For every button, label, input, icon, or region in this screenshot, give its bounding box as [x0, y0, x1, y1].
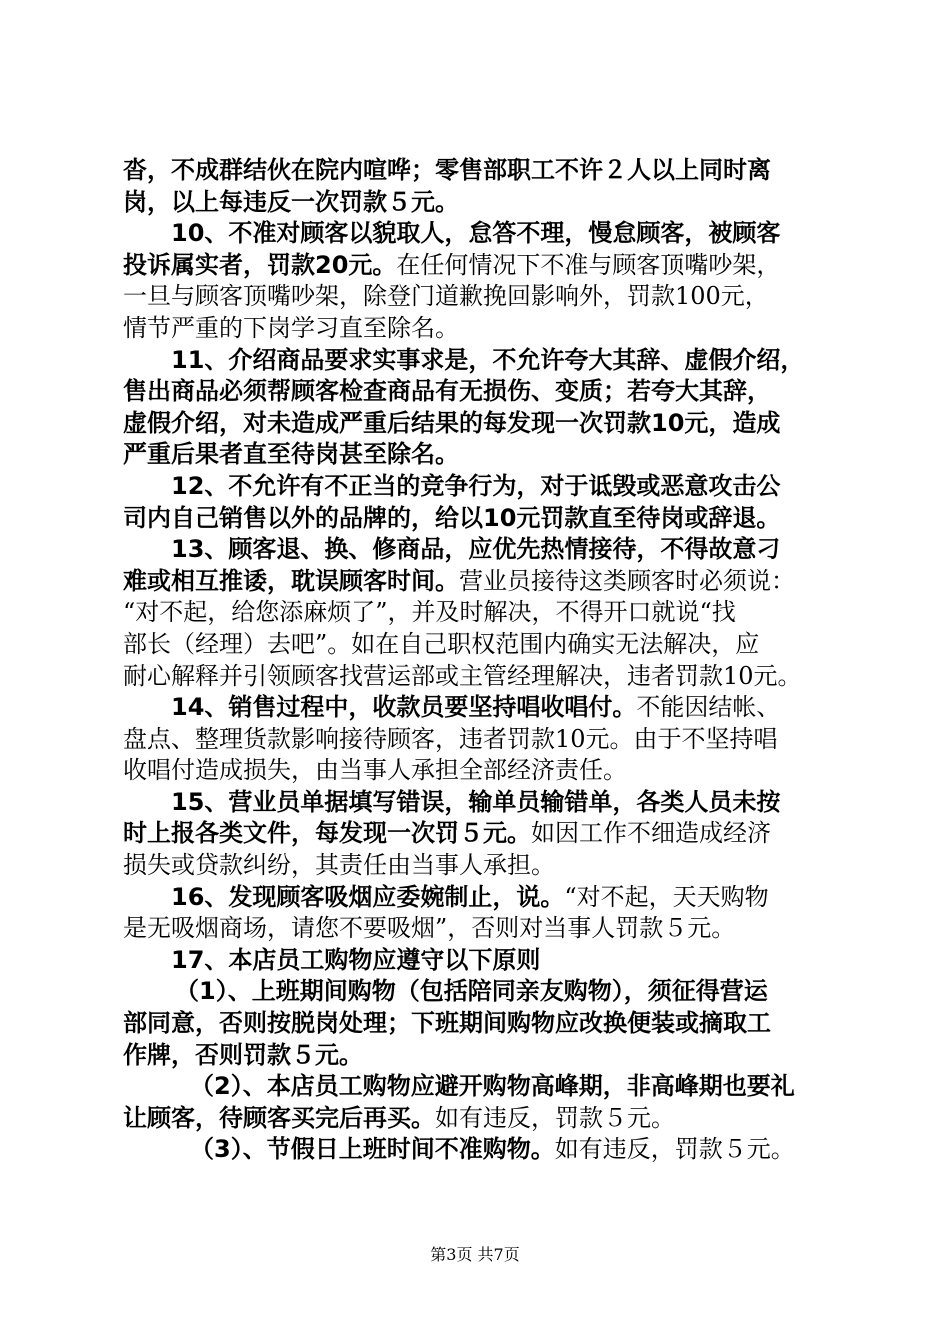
item-15-line: 15、营业员单据填写错误，输单员输错单，各类人员未按 — [171, 787, 781, 816]
text-line: 部长（经理）去吧”。如在自己职权范围内确实无法解决，应 — [123, 629, 760, 658]
item-13-line: 13、顾客退、换、修商品，应优先热情接待，不得故意刁 — [171, 535, 781, 564]
item-11-line: 11、介绍商品要求实事求是，不允许夸大其辞、虚假介绍， — [171, 345, 805, 374]
item-17-line: 17、本店员工购物应遵守以下原则 — [171, 945, 541, 974]
text-line: 售出商品必须帮顾客检查商品有无损伤、变质；若夸大其辞， — [123, 377, 771, 406]
document-body — [123, 155, 843, 1166]
text-line: 沓，不成群结伙在院内喧哗；零售部职工不许２人以上同时离 — [123, 156, 771, 184]
text-line: 耐心解释并引领顾客找营运部或主管经理解决，违者罚款10元。 — [123, 661, 802, 690]
sub-item-1-line: （1）、上班期间购物（包括陪同亲友购物），须征得营运 — [175, 977, 768, 1006]
text-line: 部同意，否则按脱岗处理；下班期间购物应改换便装或摘取工 — [123, 1009, 771, 1038]
text-line: 让顾客，待顾客买完后再买。如有违反，罚款５元。 — [123, 1103, 675, 1132]
item-10-line: 10、不准对顾客以貌取人，怠答不理，慢怠顾客，被顾客 — [171, 219, 781, 248]
sub-item-2-line: （2）、本店员工购物应避开购物高峰期，非高峰期也要礼 — [190, 1072, 795, 1101]
text-line: 投诉属实者，罚款20元。在任何情况下不准与顾客顶嘴吵架， — [123, 250, 781, 279]
text-line: 时上报各类文件，每发现一次罚５元。如因工作不细造成经济 — [123, 819, 771, 848]
text-line: 虚假介绍，对未造成严重后结果的每发现一次罚款10元，造成 — [123, 408, 781, 437]
page-footer: 第3页 共7页 — [430, 1245, 520, 1264]
text-line: 情节严重的下岗学习直至除名。 — [123, 313, 459, 342]
text-line: “对不起，给您添麻烦了”，并及时解决，不得开口就说“找 — [123, 598, 736, 627]
text-line: 收唱付造成损失，由当事人承担全部经济责任。 — [123, 756, 627, 785]
text-line: 难或相互推诿，耽误顾客时间。营业员接待这类顾客时必须说： — [123, 566, 795, 595]
item-14-line: 14、销售过程中，收款员要坚持唱收唱付。不能因结帐、 — [171, 693, 781, 722]
sub-item-3-line: （3）、节假日上班时间不准购物。如有违反，罚款５元。 — [190, 1135, 795, 1164]
text-line: 岗，以上每违反一次罚款５元。 — [123, 187, 459, 216]
text-line: 损失或贷款纠纷，其责任由当事人承担。 — [123, 851, 555, 880]
item-16-line: 16、发现顾客吸烟应委婉制止，说。“对不起，天天购物 — [171, 882, 769, 911]
item-12-line: 12、不允许有不正当的竞争行为，对于诋毁或恶意攻击公 — [171, 471, 781, 500]
text-line: 严重后果者直至待岗甚至除名。 — [123, 440, 459, 469]
text-line: 司内自己销售以外的品牌的，给以10元罚款直至待岗或辞退。 — [123, 503, 781, 532]
text-line: 一旦与顾客顶嘴吵架，除登门道歉挽回影响外，罚款100元， — [123, 282, 769, 311]
text-line: 作牌，否则罚款５元。 — [123, 1040, 363, 1069]
text-line: 盘点、整理货款影响接待顾客，违者罚款10元。由于不坚持唱 — [123, 724, 778, 753]
text-line: 是无吸烟商场，请您不要吸烟”，否则对当事人罚款５元。 — [123, 914, 736, 943]
